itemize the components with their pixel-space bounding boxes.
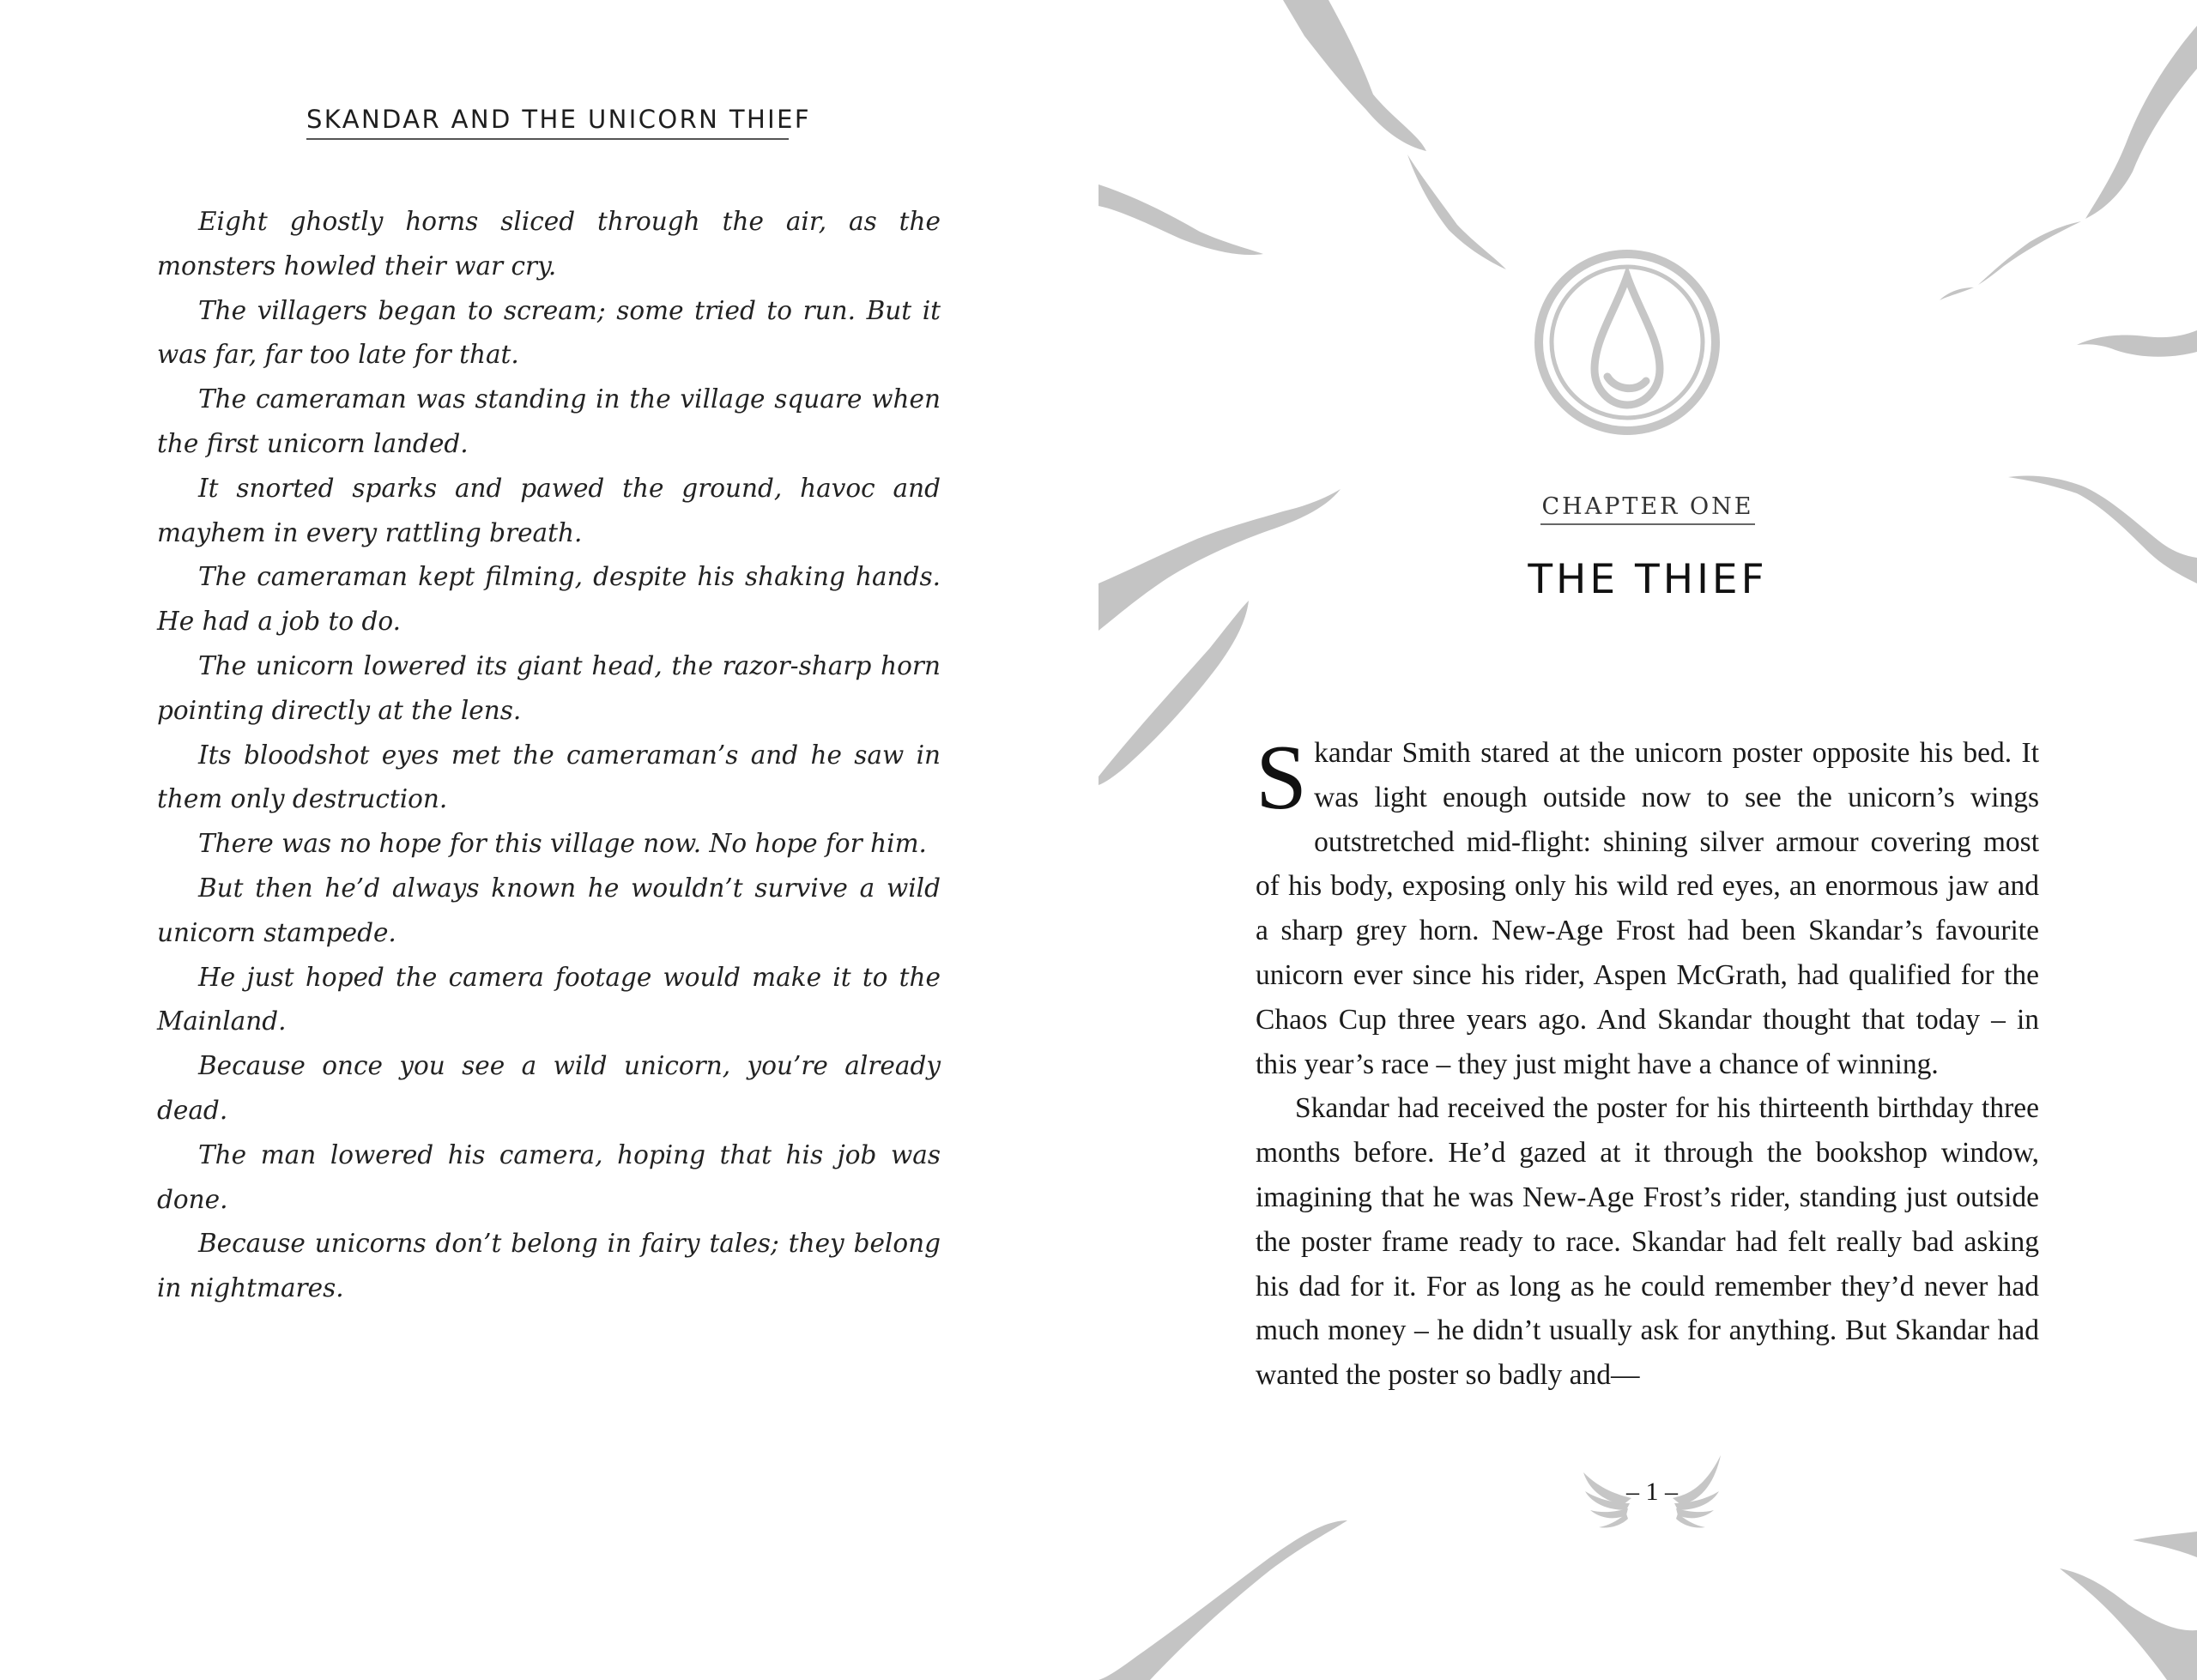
prologue-paragraph: He just hoped the camera footage would make it to the Mainland. <box>157 962 941 1036</box>
prologue-paragraph: But then he’d always known he wouldn’t survive a wild unicorn stampede. <box>157 873 941 947</box>
prologue-paragraph: Eight ghostly horns sliced through the air, as the monsters howled their war cry. <box>157 207 941 281</box>
right-page <box>1098 0 2197 1680</box>
prologue-paragraph: Because unicorns don’t belong in fairy tales; they belong in nightmares. <box>157 1229 941 1303</box>
prologue-paragraph: It snorted sparks and pawed the ground, havoc and mayhem in every rattling breath. <box>157 473 941 547</box>
chapter-label <box>1098 493 2197 525</box>
drop-cap: S <box>1256 727 1308 829</box>
chapter-paragraph: Skandar had received the poster for his thirteenth birthday three months before. He’d gazed at it through the bookshop window, imagining that he was New-Age Frost’s rider, standing just outside the poster frame ready to race. Skandar had felt really bad asking his dad for it. For as long as he could remember they’d never had much money – he didn’t usually ask for anything. But Skandar had wanted the poster so badly and— <box>1256 1092 2039 1392</box>
prologue-paragraph: The villagers began to scream; some tried to run. But it was far, far too late for that. <box>157 295 941 370</box>
prologue-text <box>157 200 941 1311</box>
prologue-paragraph: The cameraman was standing in the village square when the first unicorn landed. <box>157 384 941 458</box>
chapter-label-text: CHAPTER ONE <box>1540 493 1756 525</box>
prologue-paragraph: The unicorn lowered its giant head, the razor-sharp horn pointing directly at the lens. <box>157 650 941 725</box>
prologue-paragraph: The man lowered his camera, hoping that his job was done. <box>157 1139 941 1214</box>
chapter-title: THE THIEF <box>1528 556 1768 603</box>
page-number: – 1 – <box>1626 1478 1678 1506</box>
prologue-paragraph: Because once you see a wild unicorn, you’re already dead. <box>157 1051 941 1125</box>
prologue-paragraph: The cameraman kept filming, despite his shaking hands. He had a job to do. <box>157 562 941 637</box>
prologue-paragraph: There was no hope for this village now. No hope for him. <box>198 829 927 859</box>
prologue-paragraph: Its bloodshot eyes met the cameraman’s and he saw in them only destruction. <box>157 740 941 814</box>
page-number-ornament <box>1575 1453 1729 1531</box>
first-paragraph-text: kandar Smith stared at the unicorn poster opposite his bed. It was light enough outside now to see the unicorn’s wings outstretched mid-flight: shining silver armour covering most of his body, exposing only his wild red eyes, an enormous jaw and a sharp grey horn. New-Age Frost had been Skandar’s favourite unicorn ever since his rider, Aspen McGrath, had qualified for the Chaos Cup three years ago. And Skandar thought that today – in this year’s race – they just might have a chance of winning. <box>1256 737 2039 1080</box>
running-head: SKANDAR AND THE UNICORN THIEF <box>306 105 789 140</box>
chapter-body-text <box>1256 727 2039 1398</box>
water-drop-emblem-icon <box>1531 244 1723 441</box>
left-page <box>0 0 1098 1680</box>
chapter-paragraph <box>1256 727 2039 1086</box>
